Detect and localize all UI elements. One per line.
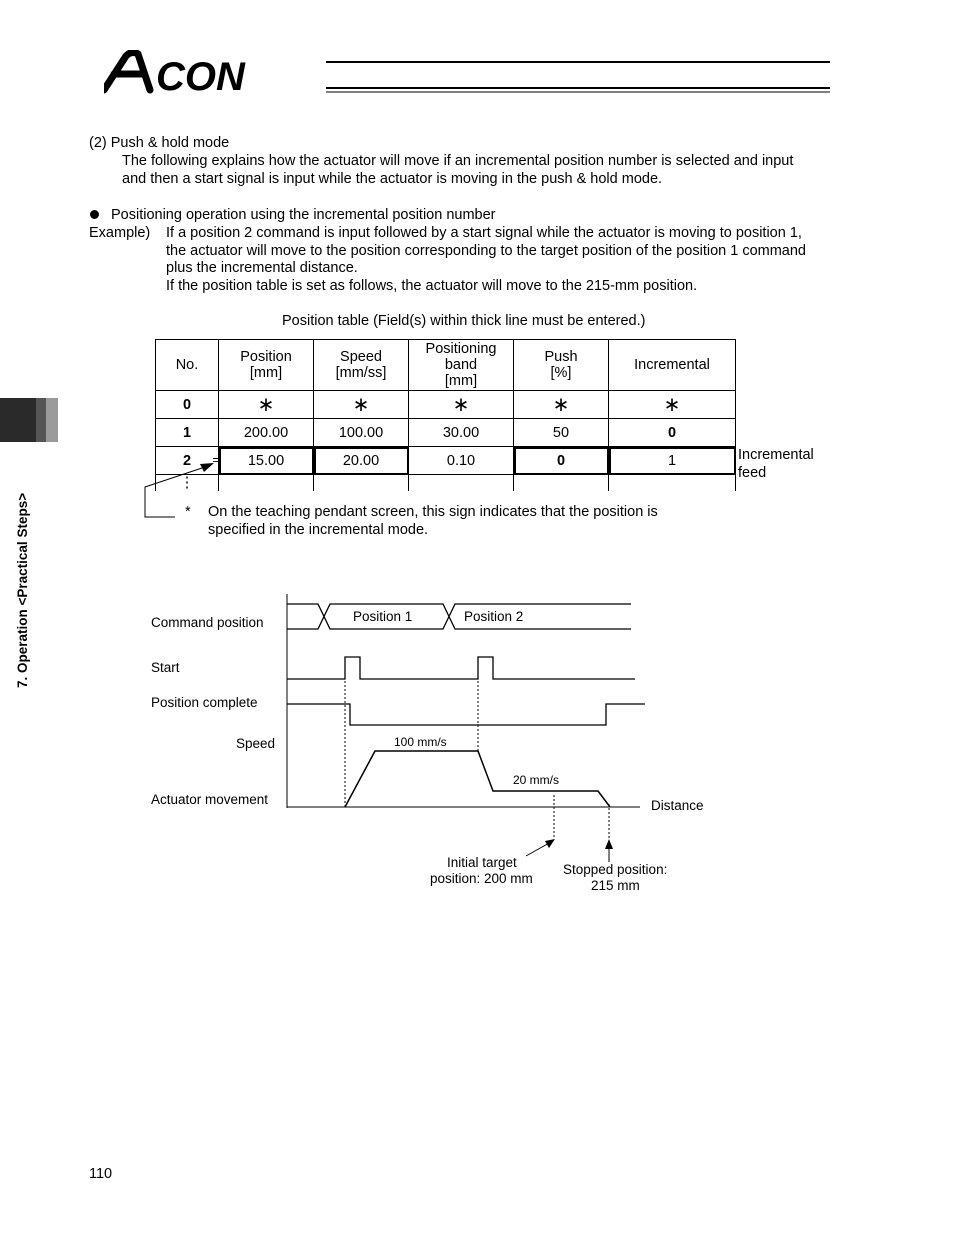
cell-push: ∗ [514,391,609,419]
label-command-position: Command position [151,615,264,630]
command-position-signal [287,604,631,629]
header-band-line2: band [444,357,478,373]
cell-band: 0.10 [409,447,514,475]
header-band-line1: Positioning [425,341,497,357]
dotted-guide-lines [345,681,609,838]
cell-push: 0 [514,447,609,475]
footnote-pointer-arrowhead [200,463,214,472]
cell-no: 1 [156,419,219,447]
header-no: No. [156,340,219,391]
intro-line-2: and then a start signal is input while the actuator is moving in the push & hold mode. [122,171,663,187]
example-label: Example) [89,225,151,241]
cell-position: ∗ [219,391,314,419]
header-push-line1: Push [544,349,578,365]
section-heading: (2) Push & hold mode [89,135,230,151]
incremental-feed-line2: feed [738,465,767,481]
intro-line-1: The following explains how the actuator will move if an incremental position number is selected and input [122,153,794,169]
header-position-line2: [mm] [249,365,283,381]
label-speed-low: 20 mm/s [513,773,560,787]
label-actuator-movement: Actuator movement [151,792,269,807]
label-position-complete: Position complete [151,695,258,710]
label-stopped-position-line2: 215 mm [591,878,640,893]
header-speed-line1: Speed [340,349,382,365]
header-push-line2: [%] [550,365,572,381]
label-initial-target-line2: position: 200 mm [430,871,533,886]
table-caption: Position table (Field(s) within thick line must be entered.) [282,313,646,329]
header-band-line3: [mm] [444,373,478,389]
cell-speed: ∗ [314,391,409,419]
example-line-3: plus the incremental distance. [166,260,358,276]
header-incremental: Incremental [609,340,736,391]
cell-position: 200.00 [219,419,314,447]
cell-position: 15.00 [219,447,314,475]
position-complete-signal [287,704,645,725]
label-distance: Distance [651,798,704,813]
initial-target-arrowhead [545,839,555,848]
cell-incremental: 0 [609,419,736,447]
label-speed-high: 100 mm/s [394,735,447,749]
cell-speed: 20.00 [314,447,409,475]
example-line-1: If a position 2 command is input followed by a start signal while the actuator is moving to position 1, [166,225,802,241]
footnote-line-2: specified in the incremental mode. [208,522,429,538]
footnote-mark: * [185,504,191,520]
bullet-title: Positioning operation using the incremental position number [111,207,496,223]
label-stopped-position-line1: Stopped position: [563,862,668,877]
cell-band: ∗ [409,391,514,419]
cell-push: 50 [514,419,609,447]
header-position-line1: Position [240,349,292,365]
chapter-side-label: 7. Operation <Practical Steps> [15,492,30,688]
cell-ellipsis: ⋮ [156,475,219,492]
footnote-line-1: On the teaching pendant screen, this sign indicates that the position is [208,504,658,520]
stopped-position-arrowhead [605,839,613,849]
header-speed-line2: [mm/ss] [335,365,387,381]
label-initial-target-line1: Initial target [447,855,517,870]
cell-band: 30.00 [409,419,514,447]
cell-speed: 100.00 [314,419,409,447]
svg-text:CON: CON [156,55,245,98]
label-start: Start [151,660,180,675]
label-position-1: Position 1 [353,609,413,624]
incremental-feed-line1: Incremental [738,447,814,463]
page-number: 110 [89,1166,113,1182]
cell-incremental: 1 [609,447,736,475]
incremental-sign: = [212,452,220,467]
cell-no: 0 [156,391,219,419]
cell-incremental: ∗ [609,391,736,419]
example-line-4: If the position table is set as follows, the actuator will move to the 215-mm position. [166,278,698,294]
example-line-2: the actuator will move to the position corresponding to the target position of the position 1 command [166,243,806,259]
speed-profile [345,751,610,807]
label-position-2: Position 2 [464,609,524,624]
footnote-pointer-line [145,468,202,517]
start-signal [287,657,635,679]
label-speed: Speed [236,736,276,751]
row-number: 2 [182,452,192,469]
